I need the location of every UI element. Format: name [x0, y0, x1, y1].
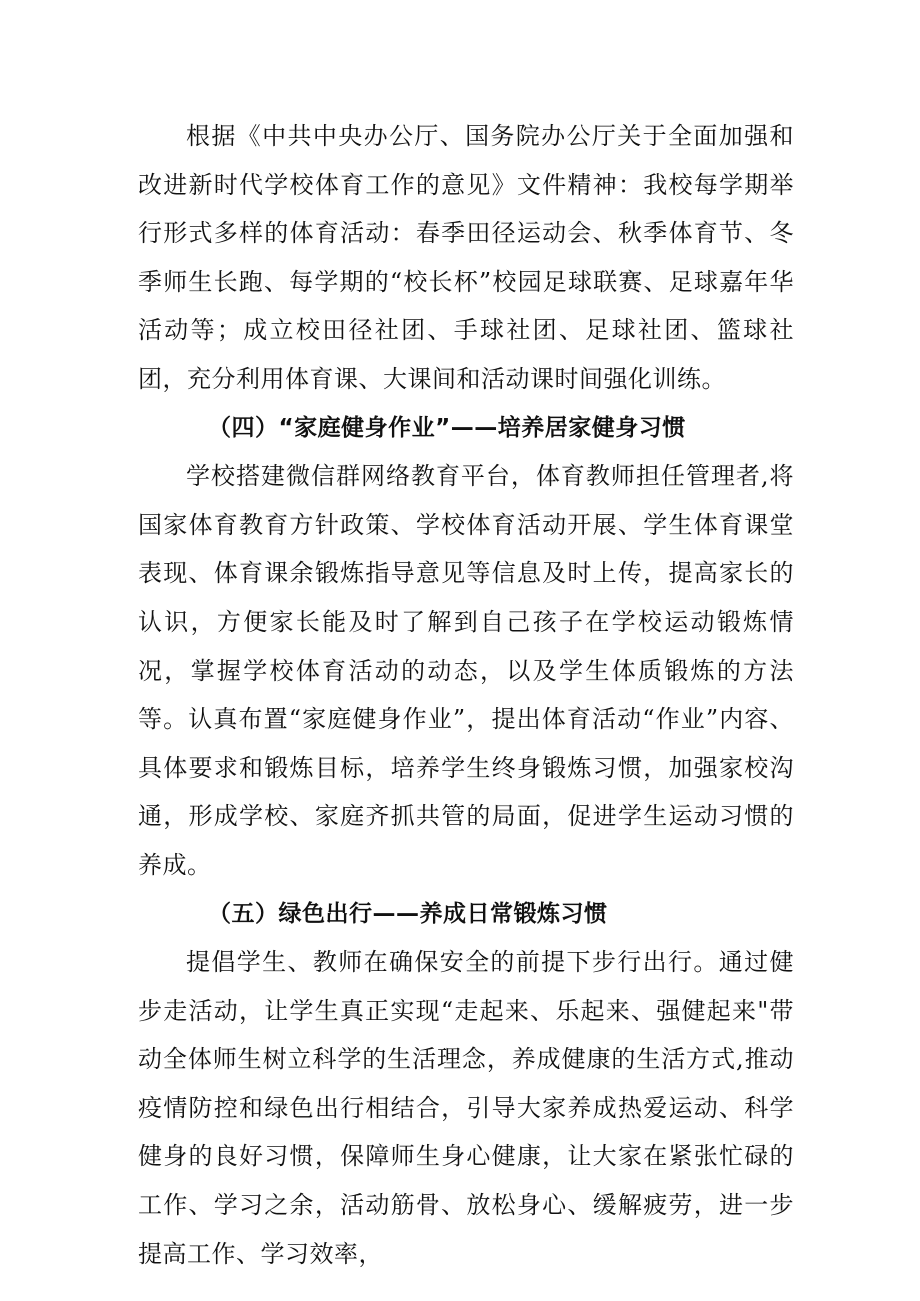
paragraph-family-fitness-homework: 学校搭建微信群网络教育平台，体育教师担任管理者,将国家体育教育方针政策、学校体育活动开展、学生体育课堂表现、体育课余锻炼指导意见等信息及时上传，提高家长的认识，方便家长能及时了解到自己孩子在学校运动锻炼情况，掌握学校体育活动的动态，以及学生体质锻炼的方法等。认真布置“家庭健身作业”，提出体育活动“作业”内容、具体要求和锻炼目标，培养学生终身锻炼习惯，加强家校沟通，形成学校、家庭齐抓共管的局面，促进学生运动习惯的养成。 [138, 462, 794, 879]
document-body [138, 112, 794, 1278]
paragraph-school-sports-activities: 根据《中共中央办公厅、国务院办公厅关于全面加强和改进新时代学校体育工作的意见》文件精神：我校每学期举行形式多样的体育活动：春季田径运动会、秋季体育节、冬季师生长跑、每学期的“校长杯”校园足球联赛、足球嘉年华活动等；成立校田径社团、手球社团、足球社团、篮球社团，充分利用体育课、大课间和活动课时间强化训练。 [138, 122, 794, 393]
section-heading-green-travel: （五）绿色出行——养成日常锻炼习惯 [208, 900, 608, 927]
section-heading-family-fitness-homework: （四）“家庭健身作业”——培养居家健身习惯 [208, 414, 686, 441]
paragraph-green-travel: 提倡学生、教师在确保安全的前提下步行出行。通过健步走活动，让学生真正实现“走起来、乐起来、强健起来"带动全体师生树立科学的生活理念，养成健康的生活方式,推动疫情防控和绿色出行相结合，引导大家养成热爱运动、科学健身的良好习惯，保障师生身心健康，让大家在紧张忙碌的工作、学习之余，活动筋骨、放松身心、缓解疲劳，进一步提高工作、学习效率， [138, 948, 794, 1268]
